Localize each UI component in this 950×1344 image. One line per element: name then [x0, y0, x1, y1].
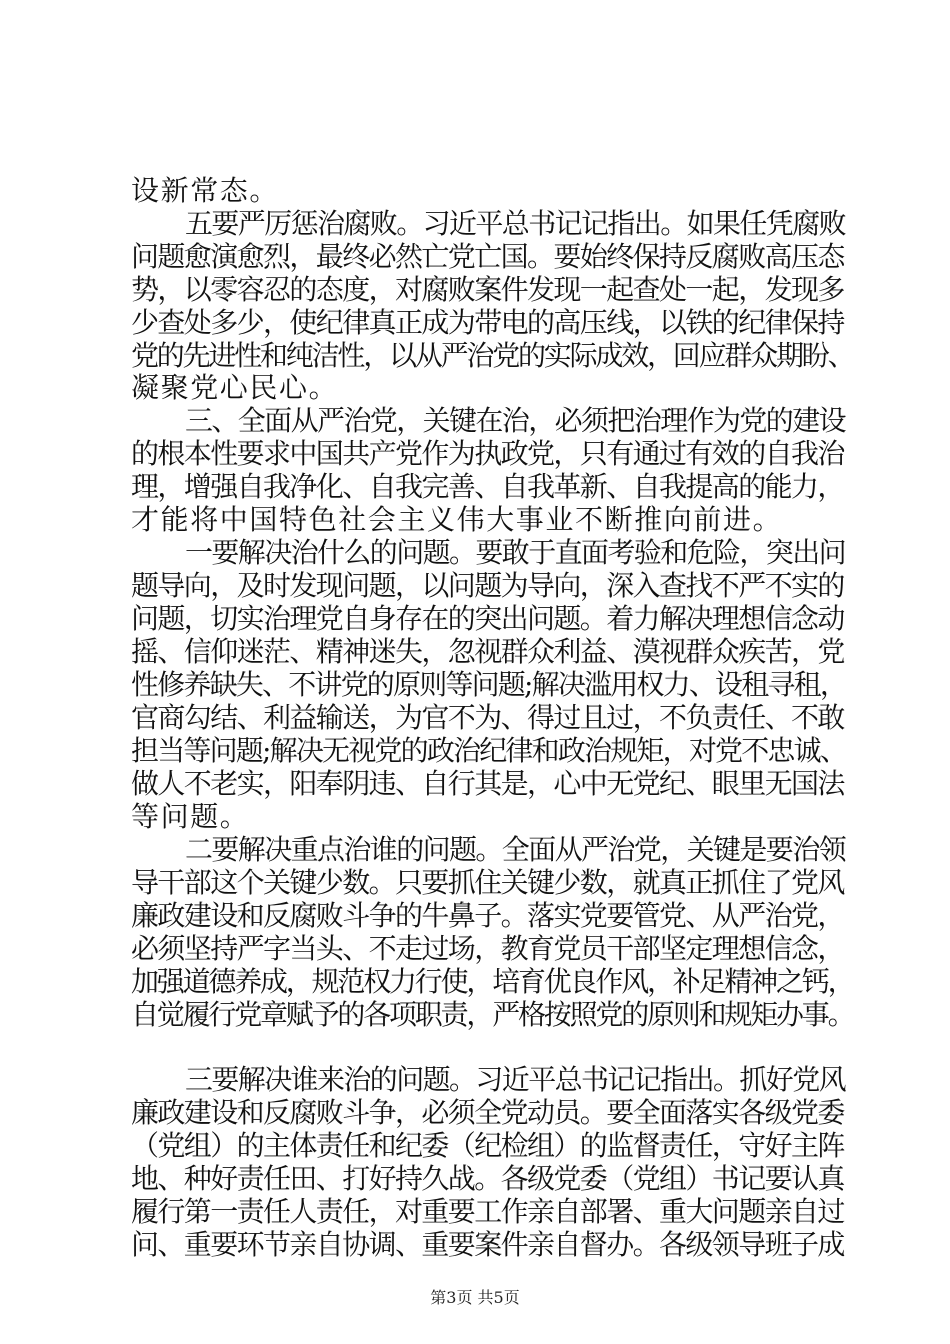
paragraph-first-line: 五要严厉惩治腐败。习近平总书记记指出。如果任凭腐败	[185, 207, 846, 240]
text-line: 问、重要环节亲自协调、重要案件亲自督办。各级领导班子成	[131, 1228, 844, 1261]
text-line: 党的先进性和纯洁性，以从严治党的实际成效，回应群众期盼、	[131, 339, 854, 372]
text-line: 官商勾结、利益输送，为官不为、得过且过，不负责任、不敢	[131, 701, 844, 734]
text-line: 的根本性要求中国共产党作为执政党，只有通过有效的自我治	[131, 437, 844, 470]
text-line: 才能将中国特色社会主义伟大事业不断推向前进。	[131, 503, 783, 536]
text-line: 地、种好责任田、打好持久战。各级党委（党组）书记要认真	[131, 1162, 844, 1195]
text-line: 加强道德养成，规范权力行使，培育优良作风，补足精神之钙，	[131, 965, 854, 998]
text-line: 廉政建设和反腐败斗争，必须全党动员。要全面落实各级党委	[131, 1096, 844, 1129]
text-line: 少查处多少，使纪律真正成为带电的高压线，以铁的纪律保持	[131, 306, 844, 339]
text-line: 性修养缺失、不讲党的原则等问题;解决滥用权力、设租寻租，	[131, 668, 847, 701]
text-line: 势，以零容忍的态度，对腐败案件发现一起查处一起，发现多	[131, 273, 844, 306]
text-line: 担当等问题;解决无视党的政治纪律和政治规矩，对党不忠诚、	[131, 734, 847, 767]
text-line: 导干部这个关键少数。只要抓住关键少数，就真正抓住了党风	[131, 866, 844, 899]
text-line: 廉政建设和反腐败斗争的牛鼻子。落实党要管党、从严治党，	[131, 899, 844, 932]
paragraph-first-line: 一要解决治什么的问题。要敢于直面考验和危险，突出问	[185, 536, 846, 569]
text-line: 履行第一责任人责任，对重要工作亲自部署、重大问题亲自过	[131, 1195, 844, 1228]
text-line: 等问题。	[131, 800, 250, 833]
text-line: 设新常态。	[131, 174, 280, 207]
paragraph-first-line: 三、全面从严治党，关键在治，必须把治理作为党的建设	[185, 404, 846, 437]
text-line: 问题愈演愈烈，最终必然亡党亡国。要始终保持反腐败高压态	[131, 240, 844, 273]
text-line: 问题，切实治理党自身存在的突出问题。着力解决理想信念动	[131, 602, 844, 635]
paragraph-first-line: 二要解决重点治谁的问题。全面从严治党，关键是要治领	[185, 833, 846, 866]
text-line: 理，增强自我净化、自我完善、自我革新、自我提高的能力，	[131, 470, 844, 503]
text-line: 凝聚党心民心。	[131, 371, 339, 404]
text-line: （党组）的主体责任和纪委（纪检组）的监督责任，守好主阵	[131, 1129, 844, 1162]
text-line: 题导向，及时发现问题，以问题为导向，深入查找不严不实的	[131, 569, 844, 602]
paragraph-first-line: 三要解决谁来治的问题。习近平总书记记指出。抓好党风	[185, 1063, 846, 1096]
page-number-footer: 第3页 共5页	[430, 1288, 520, 1307]
text-line: 做人不老实，阳奉阴违、自行其是，心中无党纪、眼里无国法	[131, 767, 844, 800]
text-line: 自觉履行党章赋予的各项职责，严格按照党的原则和规矩办事。	[131, 998, 854, 1031]
text-line: 摇、信仰迷茫、精神迷失，忽视群众利益、漠视群众疾苦，党	[131, 635, 844, 668]
text-line: 必须坚持严字当头、不走过场，教育党员干部坚定理想信念，	[131, 932, 844, 965]
